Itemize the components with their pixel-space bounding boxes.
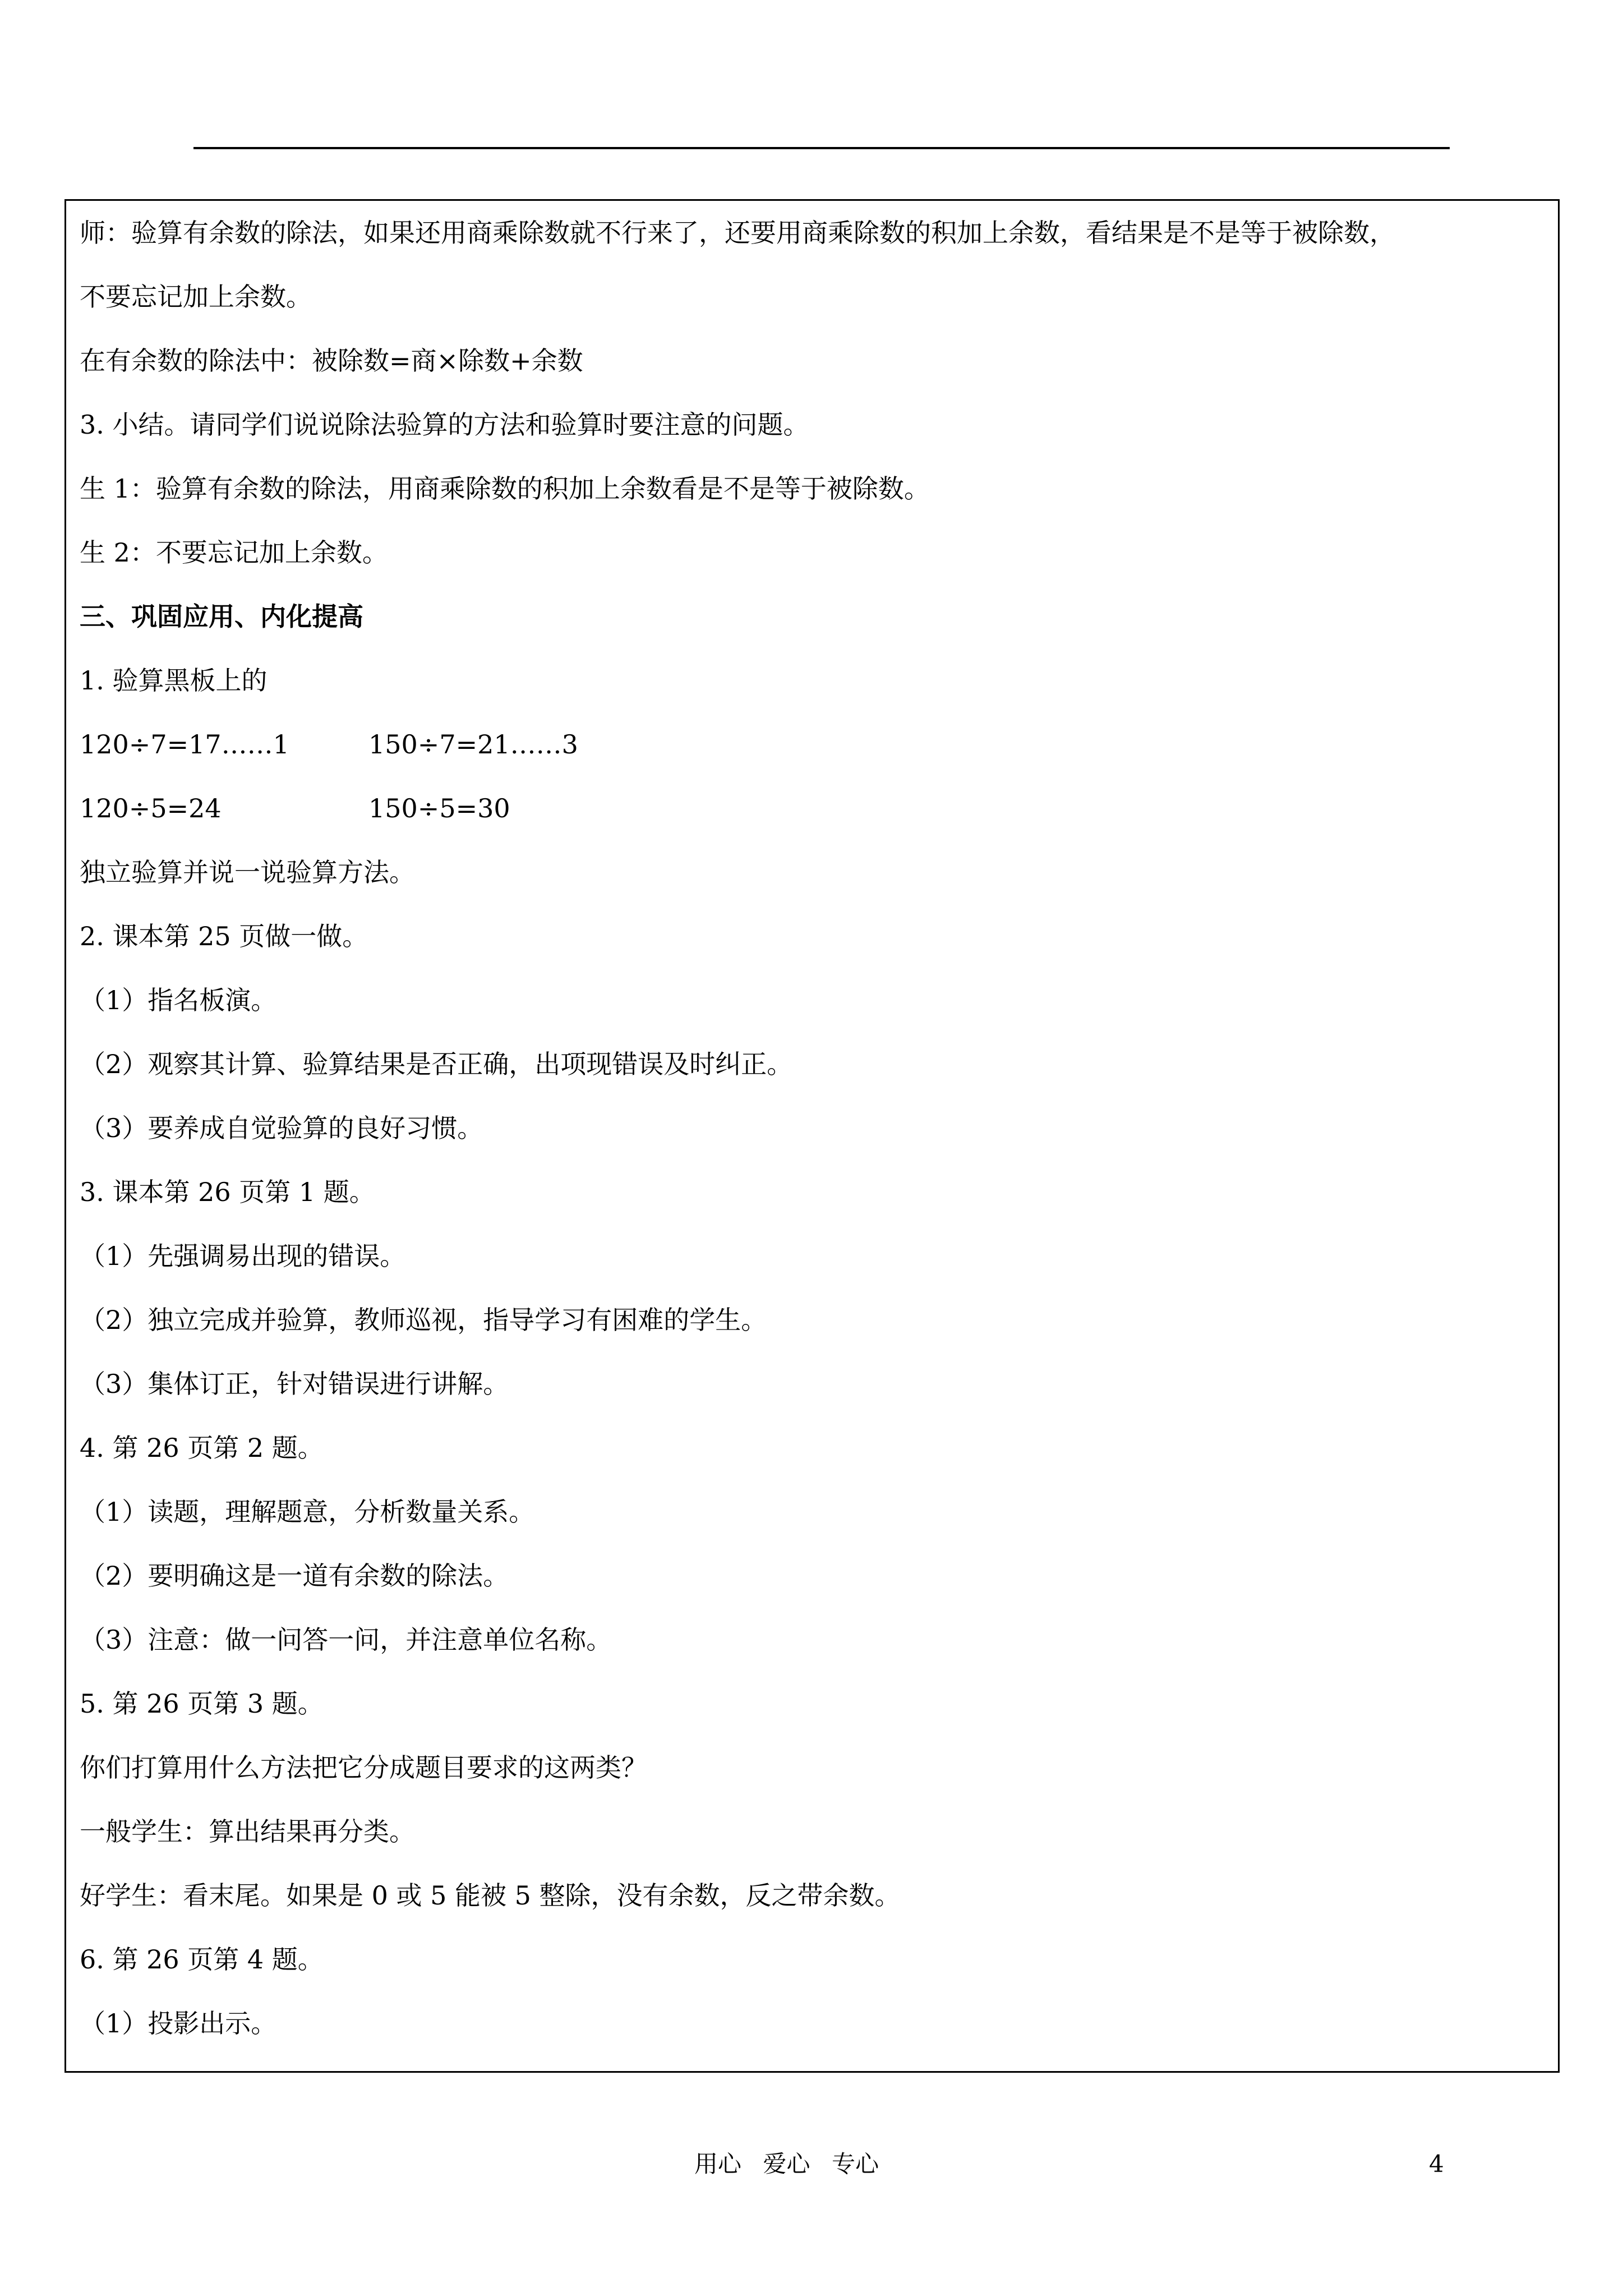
text-line: （1）投影出示。 bbox=[80, 2008, 277, 2039]
page-number: 4 bbox=[1429, 2150, 1444, 2178]
text-line: （3）集体订正，针对错误进行讲解。 bbox=[80, 1369, 509, 1399]
text-line: 生 1：验算有余数的除法，用商乘除数的积加上余数看是不是等于被除数。 bbox=[80, 473, 930, 504]
text-line: （3）注意：做一问答一问，并注意单位名称。 bbox=[80, 1625, 612, 1655]
equation-row bbox=[80, 786, 510, 831]
text-line: 师：验算有余数的除法，如果还用商乘除数就不行来了，还要用商乘除数的积加上余数，看结果是不是等于被除数， bbox=[80, 218, 1395, 248]
equation-row bbox=[80, 722, 578, 767]
text-line: 1. 验算黑板上的 bbox=[80, 665, 268, 696]
equation: 120÷5=24 bbox=[80, 793, 222, 823]
text-line: （2）独立完成并验算，教师巡视，指导学习有困难的学生。 bbox=[80, 1305, 767, 1335]
text-line: 2. 课本第 25 页做一做。 bbox=[80, 921, 368, 951]
header-rule bbox=[193, 147, 1450, 149]
text-line: 6. 第 26 页第 4 题。 bbox=[80, 1944, 324, 1975]
text-line: （1）先强调易出现的错误。 bbox=[80, 1241, 406, 1271]
text-line: （3）要养成自觉验算的良好习惯。 bbox=[80, 1113, 483, 1143]
text-line: 好学生：看末尾。如果是 0 或 5 能被 5 整除，没有余数，反之带余数。 bbox=[80, 1880, 901, 1911]
text-line: 在有余数的除法中：被除数=商×除数+余数 bbox=[80, 346, 583, 376]
text-line: 3. 小结。请同学们说说除法验算的方法和验算时要注意的问题。 bbox=[80, 409, 809, 440]
text-line: （1）读题，理解题意，分析数量关系。 bbox=[80, 1497, 535, 1527]
footer-text: 用心 爱心 专心 bbox=[694, 2150, 879, 2178]
text-line: 3. 课本第 26 页第 1 题。 bbox=[80, 1177, 375, 1207]
section-heading: 三、巩固应用、内化提高 bbox=[80, 601, 363, 632]
text-line: 独立验算并说一说验算方法。 bbox=[80, 857, 415, 887]
text-line: （2）观察其计算、验算结果是否正确，出项现错误及时纠正。 bbox=[80, 1049, 793, 1079]
text-line: 生 2：不要忘记加上余数。 bbox=[80, 537, 388, 568]
text-line: 不要忘记加上余数。 bbox=[80, 282, 312, 312]
equation: 150÷7=21……3 bbox=[368, 729, 578, 760]
text-line: （2）要明确这是一道有余数的除法。 bbox=[80, 1561, 509, 1591]
equation: 150÷5=30 bbox=[368, 793, 510, 823]
text-line: 你们打算用什么方法把它分成题目要求的这两类？ bbox=[80, 1752, 647, 1783]
text-line: 4. 第 26 页第 2 题。 bbox=[80, 1433, 324, 1463]
text-line: （1）指名板演。 bbox=[80, 985, 277, 1015]
text-line: 5. 第 26 页第 3 题。 bbox=[80, 1688, 324, 1719]
text-line: 一般学生：算出结果再分类。 bbox=[80, 1816, 415, 1847]
equation: 120÷7=17……1 bbox=[80, 729, 289, 760]
